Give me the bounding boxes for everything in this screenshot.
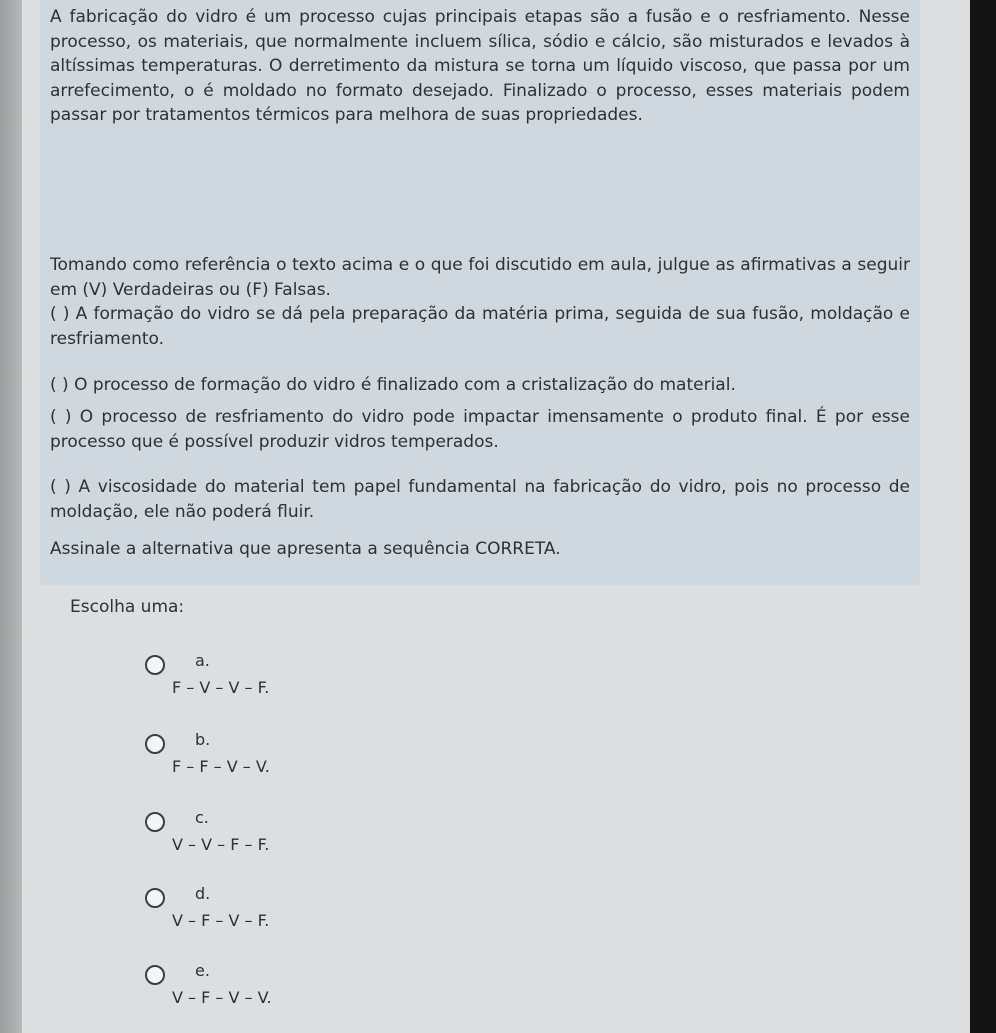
statement-2: ( ) O processo de formação do vidro é finalizado com a cristalização do material.: [50, 375, 736, 395]
choose-label: Escolha uma:: [70, 597, 185, 617]
statement-4: ( ) A viscosidade do material tem papel fundamental na fabricação do vidro, pois no processo de moldação, ele não poderá fluir.: [50, 477, 910, 522]
option-c[interactable]: [145, 808, 405, 870]
option-letter: e.: [195, 961, 210, 980]
option-letter: c.: [195, 808, 209, 827]
screen-right-edge: [970, 0, 996, 1033]
screen-left-edge: [0, 0, 22, 1033]
option-text: V – F – V – V.: [172, 988, 272, 1007]
option-text: V – V – F – F.: [172, 835, 270, 854]
statement-1: ( ) A formação do vidro se dá pela preparação da matéria prima, seguida de sua fusão, moldação e resfriamento.: [50, 304, 910, 349]
radio-button-a[interactable]: [145, 655, 165, 675]
question-instruction: Tomando como referência o texto acima e o que foi discutido em aula, julgue as afirmativas a seguir em (V) Verdadeiras ou (F) Falsas.: [50, 255, 910, 300]
radio-button-c[interactable]: [145, 812, 165, 832]
option-letter: d.: [195, 884, 211, 903]
question-intro-paragraph: A fabricação do vidro é um processo cujas principais etapas são a fusão e o resfriamento. Nesse processo, os materiais, que normalmente incluem sílica, sódio e cálcio, são misturados e levados à altíssimas temperaturas. O derretimento da mistura se torna um líquido viscoso, que passa por um arrefecimento, o é moldado no formato desejado. Finalizado o processo, esses materiais podem passar por tratamentos térmicos para melhora de suas propriedades.: [50, 7, 910, 125]
option-text: F – F – V – V.: [172, 757, 270, 776]
radio-button-e[interactable]: [145, 965, 165, 985]
option-e[interactable]: [145, 961, 405, 1023]
option-letter: a.: [195, 651, 210, 670]
statement-3: ( ) O processo de resfriamento do vidro pode impactar imensamente o produto final. É por esse processo que é possível produzir vidros temperados.: [50, 407, 910, 452]
option-text: F – V – V – F.: [172, 678, 270, 697]
radio-button-b[interactable]: [145, 734, 165, 754]
option-d[interactable]: [145, 884, 405, 946]
radio-button-d[interactable]: [145, 888, 165, 908]
option-text: V – F – V – F.: [172, 911, 270, 930]
option-b[interactable]: [145, 730, 405, 792]
question-prompt: Assinale a alternativa que apresenta a sequência CORRETA.: [50, 539, 561, 559]
option-a[interactable]: [145, 651, 405, 713]
option-letter: b.: [195, 730, 211, 749]
